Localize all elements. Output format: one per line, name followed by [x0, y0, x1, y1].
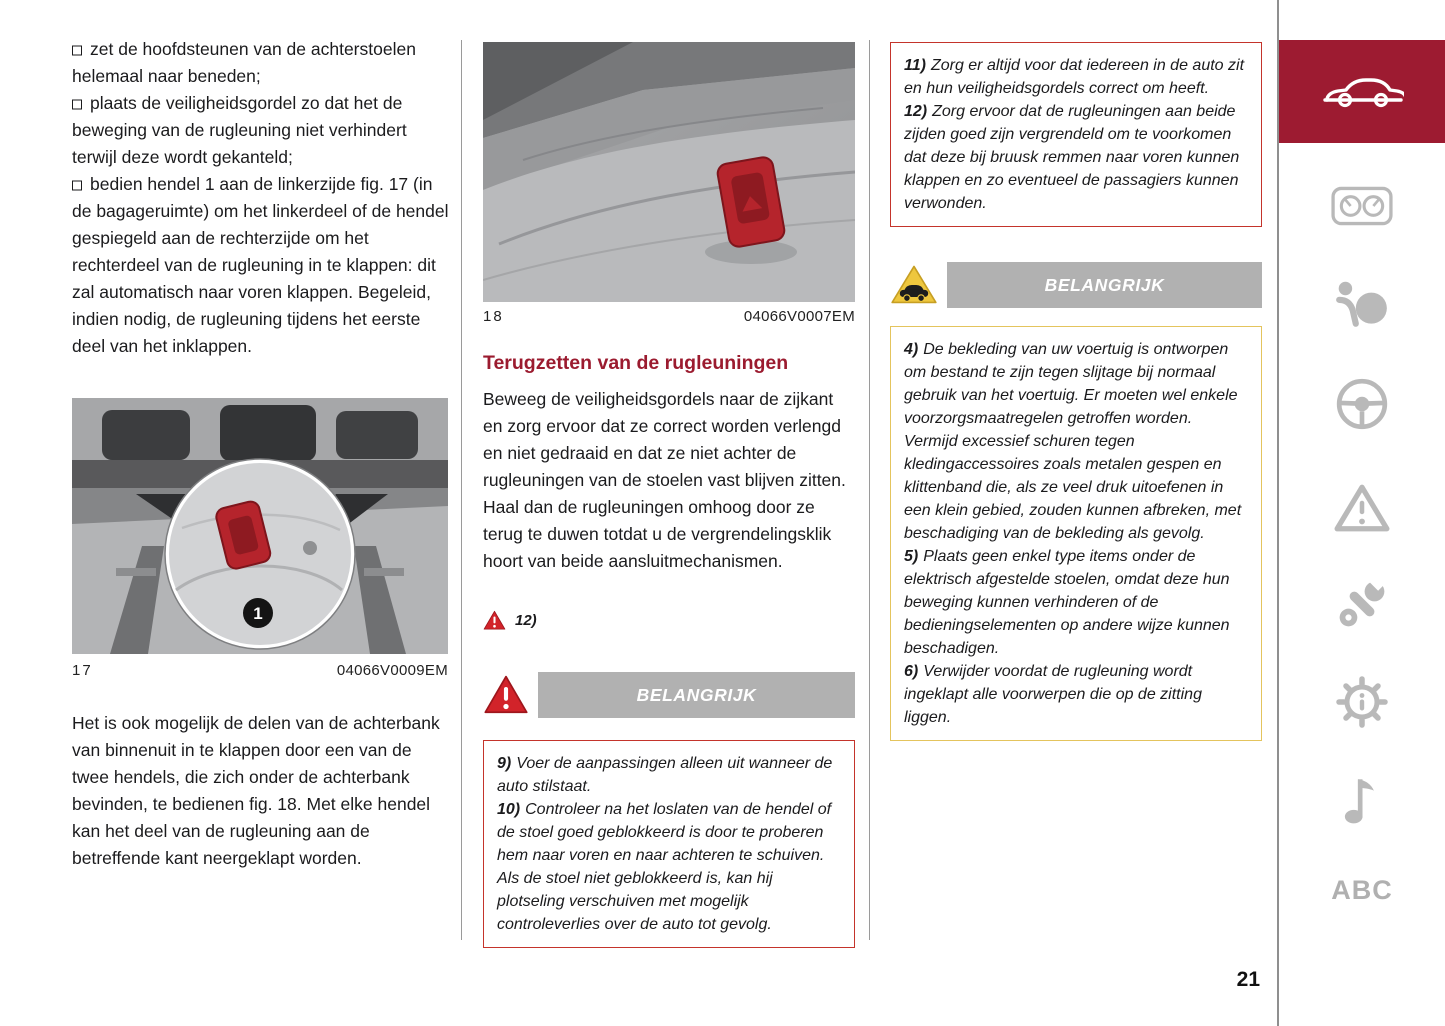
abc-label: ABC	[1331, 874, 1393, 905]
important-banner	[890, 262, 1262, 308]
banner-bar	[538, 672, 855, 718]
column-divider	[461, 40, 462, 940]
note-item	[904, 100, 1248, 215]
note-text: Controleer na het loslaten van de hendel of de stoel goed geblokkeerd is door te proberen hem naar voren en naar achteren te schuiven. Als de stoel niet geblokkeerd is, kan hij plotseling verschuiven met mogelijk controleverlies over de auto tot gevolg.	[497, 801, 832, 933]
sidebar-item-technical-data	[1279, 674, 1445, 730]
steering-wheel-icon	[1335, 377, 1389, 431]
banner-label: BELANGRIJK	[636, 684, 757, 705]
note-item	[497, 752, 841, 798]
note-text: Zorg er altijd voor dat iedereen in de auto zit en hun veiligheidsgordels correct om heeft.	[904, 57, 1245, 97]
paragraph-text: Het is ook mogelijk de delen van de achterbank van binnenuit in te klappen door een van de twee hendels, die zich onder de achterbank bevinden, te bedienen fig. 18. Met elke hendel kan het deel van de rugleuning aan de betreffende kant neergeklapt worden.	[72, 713, 440, 868]
caution-note-box	[890, 326, 1262, 741]
figure-number: 18	[483, 308, 504, 325]
note-text: Zorg ervoor dat de rugleuningen aan beide zijden goed zijn vergrendeld om te voorkomen dat deze bij bruusk remmen naar voren kunnen klappen en zo eventueel de passagiers kunnen verwonden.	[904, 103, 1240, 212]
left-column-paragraph	[72, 710, 450, 872]
section-heading: Terugzetten van de rugleuningen	[483, 352, 789, 374]
bullet-text: plaats de veiligheidsgordel zo dat het de beweging van de rugleuning niet verhindert terwijl deze wordt gekanteld;	[72, 93, 407, 167]
banner-bar	[947, 262, 1262, 308]
gear-info-icon	[1334, 674, 1390, 730]
warning-ref-number: 12)	[515, 612, 537, 629]
banner-label: BELANGRIJK	[1044, 274, 1165, 295]
warning-reference	[483, 610, 537, 631]
note-text: De bekleding van uw voertuig is ontworpen om bestand te zijn tegen slijtage bij normaal gebruik van het voertuig. Er moeten wel enkele voorzorgsmaatregelen getroffen worden. Vermijd excessief schuren tegen kledingaccessoires zoals metalen gespen en klittenband die, als ze veel druk uitoefenen in een klein gebied, zouden kunnen afbreken, met beschadiging van de bekleding als gevolg.	[904, 341, 1242, 542]
figure-17-caption	[72, 662, 448, 679]
wrench-icon	[1336, 578, 1388, 630]
car-front-icon	[1320, 72, 1404, 112]
note-item	[904, 338, 1248, 545]
note-number: 4)	[904, 341, 919, 358]
note-number: 5)	[904, 548, 919, 565]
checkbox-icon	[72, 46, 82, 56]
sidebar-item-emergency	[1279, 480, 1445, 536]
sidebar-item-maintenance	[1279, 576, 1445, 632]
bullet-item	[72, 171, 450, 360]
instrument-cluster-icon	[1331, 185, 1393, 227]
note-number: 12)	[904, 103, 928, 120]
checkbox-icon	[72, 181, 82, 191]
warning-triangle-icon	[1334, 483, 1390, 533]
bullet-text: bedien hendel 1 aan de linkerzijde fig. 17 (in de bagageruimte) om het linkerdeel of de hendel gespiegeld aan de rechterzijde om het rechterdeel van de rugleuning in te klappen: dit zal automatisch naar voren klappen. Begeleid, indien nodig, de rugleuning tijdens het eerste deel van het inklappen.	[72, 174, 449, 356]
note-item	[904, 54, 1248, 100]
page-number: 21	[1236, 968, 1260, 991]
music-note-icon	[1341, 771, 1383, 827]
note-item	[904, 660, 1248, 729]
left-column-bullets	[72, 36, 450, 360]
sidebar-item-safety	[1279, 276, 1445, 332]
bullet-item	[72, 36, 450, 90]
warning-note-box	[483, 740, 855, 948]
middle-column-paragraph	[483, 386, 857, 575]
sidebar-item-index	[1279, 868, 1445, 912]
figure-17-image	[72, 398, 448, 654]
figure-number: 17	[72, 662, 93, 679]
sidebar-item-driving	[1279, 376, 1445, 432]
figure-code: 04066V0007EM	[743, 308, 855, 325]
note-item	[904, 545, 1248, 660]
note-number: 6)	[904, 663, 919, 680]
note-text: Voer de aanpassingen alleen uit wanneer de auto stilstaat.	[497, 755, 833, 795]
bullet-item	[72, 90, 450, 171]
sidebar-item-multimedia	[1279, 770, 1445, 828]
paragraph-text: Beweeg de veiligheidsgordels naar de zijkant en zorg ervoor dat ze correct worden verlengd en niet gedraaid en dat ze niet achter de rugleuningen van de stoelen vast blijven zitten. Haal dan de rugleuningen omhoog door ze terug te duwen totdat u de vergrendelingsklik hoort van beide aansluitmechanismen.	[483, 389, 846, 571]
figure-code: 04066V0009EM	[336, 662, 448, 679]
warning-triangle-icon	[483, 674, 529, 716]
sidebar-item-dashboard	[1279, 178, 1445, 234]
figure-18-caption	[483, 308, 855, 325]
note-number: 9)	[497, 755, 512, 772]
warning-triangle-icon	[483, 610, 506, 631]
airbag-icon	[1333, 279, 1391, 329]
note-text: Verwijder voordat de rugleuning wordt ingeklapt alle voorwerpen die op de zitting liggen.	[904, 663, 1202, 726]
figure-18-image	[483, 42, 855, 302]
note-text: Plaats geen enkel type items onder de elektrisch afgestelde stoelen, omdat deze hun beweging kunnen verhinderen of de bedieningselementen op andere wijze kunnen beschadigen.	[904, 548, 1230, 657]
warning-note-box	[890, 42, 1262, 227]
note-number: 10)	[497, 801, 521, 818]
bullet-text: zet de hoofdsteunen van de achterstoelen helemaal naar beneden;	[72, 39, 416, 86]
sidebar-tab-active	[1279, 40, 1445, 143]
note-item	[497, 798, 841, 936]
column-divider	[869, 40, 870, 940]
road-hazard-icon	[890, 264, 938, 306]
figure-callout-1: 1	[253, 604, 263, 623]
checkbox-icon	[72, 100, 82, 110]
note-number: 11)	[904, 57, 926, 74]
important-banner	[483, 672, 855, 718]
